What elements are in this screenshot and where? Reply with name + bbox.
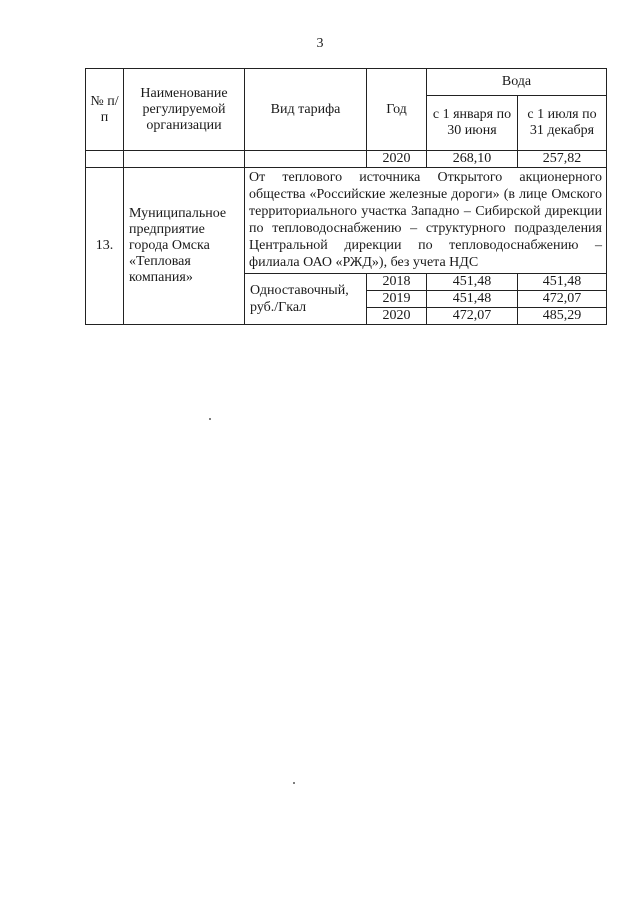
scan-speck	[209, 418, 211, 420]
header-num: № п/п	[86, 69, 124, 151]
header-period-2: с 1 июля по 31 декабря	[518, 96, 607, 151]
row-value-2: 451,48	[518, 274, 607, 291]
tariff-table	[85, 68, 607, 325]
tariff-kind: Одноставочный, руб./Гкал	[245, 274, 367, 325]
row-value-1: 451,48	[427, 291, 518, 308]
row-value-1: 472,07	[427, 308, 518, 325]
header-org: Наименование регулируемой организации	[124, 69, 245, 151]
row-value-1: 451,48	[427, 274, 518, 291]
prev-year: 2020	[367, 151, 427, 168]
row-year: 2018	[367, 274, 427, 291]
header-kind: Вид тарифа	[245, 69, 367, 151]
page-number: 3	[316, 36, 324, 51]
table-row-description	[86, 168, 607, 274]
table-row	[86, 151, 607, 168]
empty-cell	[245, 151, 367, 168]
entry-num: 13.	[86, 168, 124, 325]
table-header-row	[86, 69, 607, 96]
empty-cell	[86, 151, 124, 168]
row-year: 2020	[367, 308, 427, 325]
row-value-2: 472,07	[518, 291, 607, 308]
entry-description: От теплового источника Открытого акционерного общества «Российские железные дороги» (в лице Омского территориального участка Западно – Сибирской дирекции по тепловодоснабжению – структурного подразделения Центральной дирекции по тепловодоснабжению – филиала ОАО «РЖД»), без учета НДС	[245, 168, 607, 274]
empty-cell	[124, 151, 245, 168]
header-period-1: с 1 января по 30 июня	[427, 96, 518, 151]
header-year: Год	[367, 69, 427, 151]
prev-value-1: 268,10	[427, 151, 518, 168]
row-year: 2019	[367, 291, 427, 308]
prev-value-2: 257,82	[518, 151, 607, 168]
row-value-2: 485,29	[518, 308, 607, 325]
header-water: Вода	[427, 69, 607, 96]
entry-org: Муниципальное предприятие города Омска «Тепловая компания»	[124, 168, 245, 325]
scan-speck	[293, 782, 295, 784]
